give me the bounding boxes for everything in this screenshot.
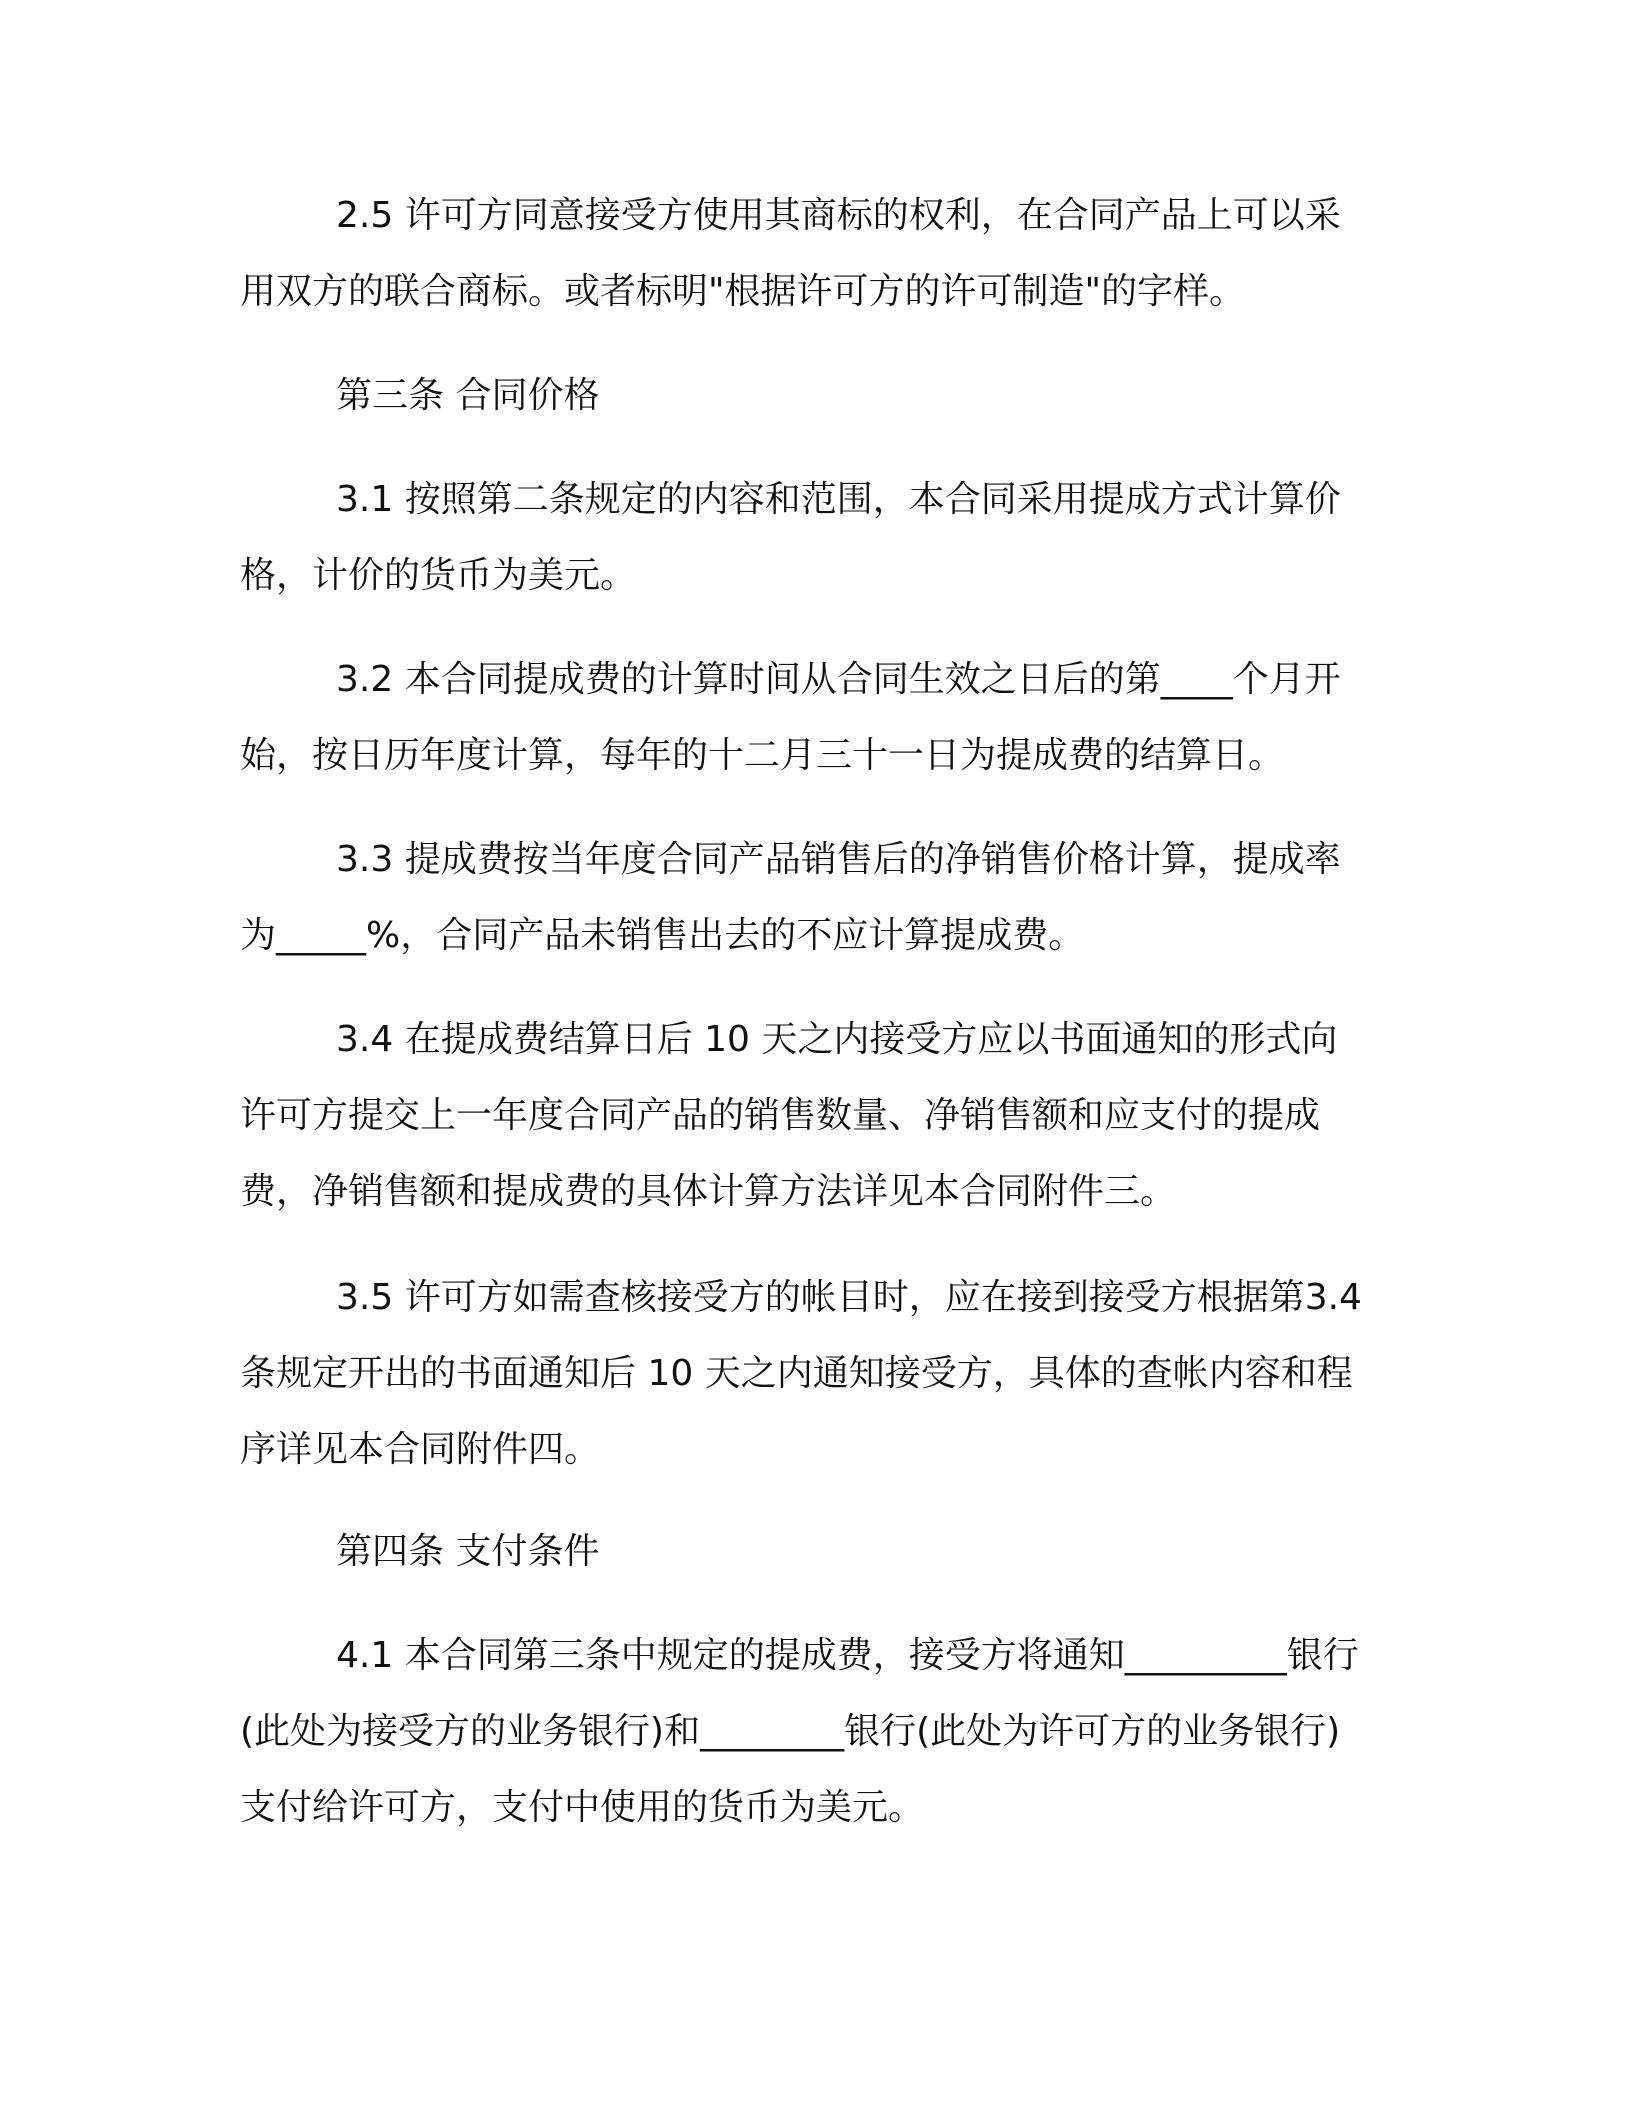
paragraph-3-5: 3.5 许可方如需查核接受方的帐目时，应在接到接受方根据第3.4 条规定开出的书面通知后 10 天之内通知接受方，具体的查帐内容和程序详见本合同附件四。 [240, 1277, 1362, 1470]
paragraph-3-4: 3.4 在提成费结算日后 10 天之内接受方应以书面通知的形式向许可方提交上一年度合同产品的销售数量、净销售额和应支付的提成费，净销售额和提成费的具体计算方法详见本合同附件三。 [240, 1019, 1338, 1212]
paragraph-2-5: 2.5 许可方同意接受方使用其商标的权利，在合同产品上可以采用双方的联合商标。或者标明"根据许可方的许可制造"的字样。 [240, 195, 1341, 312]
paragraph-3-3: 3.3 提成费按当年度合同产品销售后的净销售价格计算，提成率为_____%，合同产品未销售出去的不应计算提成费。 [240, 839, 1341, 956]
article-4-title: 第四条 支付条件 [336, 1531, 600, 1572]
paragraph-3-1: 3.1 按照第二条规定的内容和范围，本合同采用提成方式计算价格，计价的货币为美元。 [240, 479, 1341, 596]
paragraph-3-2: 3.2 本合同提成费的计算时间从合同生效之日后的第____个月开始，按日历年度计算，每年的十二月三十一日为提成费的结算日。 [240, 659, 1341, 776]
paragraph-4-1: 4.1 本合同第三条中规定的提成费，接受方将通知_________银行(此处为接受方的业务银行)和________银行(此处为许可方的业务银行)支付给许可方，支付中使用的货币为美元。 [240, 1635, 1359, 1828]
article-3-title: 第三条 合同价格 [336, 375, 600, 416]
